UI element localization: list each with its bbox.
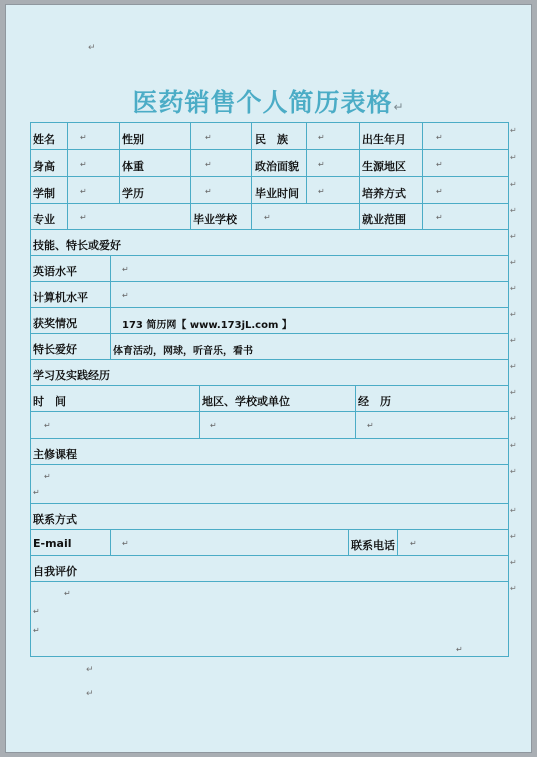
label-height: 身高	[33, 160, 55, 173]
label-skills: 技能、特长或爱好	[33, 239, 121, 252]
label-school: 毕业学校	[193, 213, 237, 226]
table-border	[355, 385, 356, 438]
cell-end-mark-icon: ↵	[318, 133, 325, 142]
label-graduation-time: 毕业时间	[255, 187, 299, 200]
cell-end-mark-icon: ↵	[510, 310, 517, 319]
table-border	[30, 555, 509, 556]
cell-end-mark-icon: ↵	[367, 421, 374, 430]
cell-end-mark-icon: ↵	[44, 421, 51, 430]
page-title: 医药销售个人简历表格↵	[132, 88, 405, 117]
cell-end-mark-icon: ↵	[210, 421, 217, 430]
cell-end-mark-icon: ↵	[510, 584, 517, 593]
cell-end-mark-icon: ↵	[436, 133, 443, 142]
cell-end-mark-icon: ↵	[510, 414, 517, 423]
cell-end-mark-icon: ↵	[510, 388, 517, 397]
cell-end-mark-icon: ↵	[410, 539, 417, 548]
table-border	[359, 122, 360, 229]
label-birth: 出生年月	[362, 133, 406, 146]
cell-end-mark-icon: ↵	[318, 187, 325, 196]
cell-end-mark-icon: ↵	[122, 539, 129, 548]
label-origin: 生源地区	[362, 160, 406, 173]
table-border	[30, 438, 509, 439]
table-border	[251, 122, 252, 203]
paragraph-mark-icon: ↵	[393, 100, 405, 114]
table-border	[30, 255, 509, 256]
label-gender: 性别	[122, 133, 144, 146]
table-border	[251, 203, 252, 229]
table-border	[110, 255, 111, 359]
hobbies-value: 体育活动，网球，听音乐，看书	[113, 346, 253, 357]
table-border	[30, 581, 509, 582]
label-employment: 就业范围	[362, 213, 406, 226]
cell-end-mark-icon: ↵	[122, 265, 129, 274]
table-border	[397, 529, 398, 555]
cell-end-mark-icon: ↵	[33, 607, 40, 616]
label-email: E-mail	[33, 537, 72, 550]
label-degree: 学历	[122, 187, 144, 200]
cell-end-mark-icon: ↵	[80, 187, 87, 196]
table-border	[30, 149, 509, 150]
paragraph-mark-icon: ↵	[88, 43, 96, 53]
table-border	[119, 122, 120, 203]
cell-end-mark-icon: ↵	[205, 160, 212, 169]
table-border	[30, 176, 509, 177]
label-politics: 政治面貌	[255, 160, 299, 173]
cell-end-mark-icon: ↵	[64, 589, 71, 598]
table-border	[110, 529, 111, 555]
table-border	[348, 529, 349, 555]
table-border	[30, 464, 509, 465]
cell-end-mark-icon: ↵	[264, 213, 271, 222]
header-place: 地区、学校或单位	[202, 395, 290, 408]
cell-end-mark-icon: ↵	[33, 488, 40, 497]
cell-end-mark-icon: ↵	[510, 362, 517, 371]
cell-end-mark-icon: ↵	[510, 336, 517, 345]
table-border	[30, 385, 509, 386]
label-courses: 主修课程	[33, 448, 77, 461]
paragraph-mark-icon: ↵	[86, 689, 94, 699]
header-experience: 经 历	[358, 395, 391, 408]
table-border	[199, 385, 200, 438]
table-border	[30, 411, 509, 412]
cell-end-mark-icon: ↵	[510, 232, 517, 241]
header-time: 时 间	[33, 395, 66, 408]
paragraph-mark-icon: ↵	[86, 665, 94, 675]
cell-end-mark-icon: ↵	[436, 187, 443, 196]
label-contact-section: 联系方式	[33, 513, 77, 526]
label-computer: 计算机水平	[33, 291, 88, 304]
label-english: 英语水平	[33, 265, 77, 278]
label-study-section: 学习及实践经历	[33, 369, 110, 382]
awards-value: 173 简历网【 www.173jL.com 】	[122, 320, 292, 331]
cell-end-mark-icon: ↵	[456, 645, 463, 654]
cell-end-mark-icon: ↵	[436, 213, 443, 222]
cell-end-mark-icon: ↵	[44, 472, 51, 481]
cell-end-mark-icon: ↵	[80, 160, 87, 169]
label-ethnicity: 民 族	[255, 133, 288, 146]
table-border	[190, 203, 191, 229]
cell-end-mark-icon: ↵	[510, 258, 517, 267]
label-education-system: 学制	[33, 187, 55, 200]
table-border	[422, 122, 423, 229]
table-border	[30, 359, 509, 360]
cell-end-mark-icon: ↵	[318, 160, 325, 169]
table-border	[67, 122, 68, 229]
label-major: 专业	[33, 213, 55, 226]
cell-end-mark-icon: ↵	[510, 532, 517, 541]
cell-end-mark-icon: ↵	[510, 467, 517, 476]
cell-end-mark-icon: ↵	[80, 213, 87, 222]
label-weight: 体重	[122, 160, 144, 173]
cell-end-mark-icon: ↵	[510, 153, 517, 162]
table-border	[30, 529, 509, 530]
cell-end-mark-icon: ↵	[122, 291, 129, 300]
cell-end-mark-icon: ↵	[510, 180, 517, 189]
cell-end-mark-icon: ↵	[510, 506, 517, 515]
label-training: 培养方式	[362, 187, 406, 200]
table-border	[30, 503, 509, 504]
cell-end-mark-icon: ↵	[205, 187, 212, 196]
cell-end-mark-icon: ↵	[205, 133, 212, 142]
table-border	[30, 333, 509, 334]
label-hobbies: 特长爱好	[33, 343, 77, 356]
table-border	[190, 122, 191, 203]
cell-end-mark-icon: ↵	[510, 126, 517, 135]
table-border	[30, 307, 509, 308]
cell-end-mark-icon: ↵	[510, 558, 517, 567]
label-awards: 获奖情况	[33, 317, 77, 330]
cell-end-mark-icon: ↵	[510, 284, 517, 293]
label-phone: 联系电话	[351, 539, 395, 552]
cell-end-mark-icon: ↵	[510, 441, 517, 450]
cell-end-mark-icon: ↵	[80, 133, 87, 142]
table-border	[30, 203, 509, 204]
table-border	[30, 281, 509, 282]
label-self-evaluation: 自我评价	[33, 565, 77, 578]
cell-end-mark-icon: ↵	[436, 160, 443, 169]
label-name: 姓名	[33, 133, 55, 146]
cell-end-mark-icon: ↵	[33, 626, 40, 635]
cell-end-mark-icon: ↵	[510, 206, 517, 215]
table-border	[306, 122, 307, 203]
table-border	[30, 229, 509, 230]
